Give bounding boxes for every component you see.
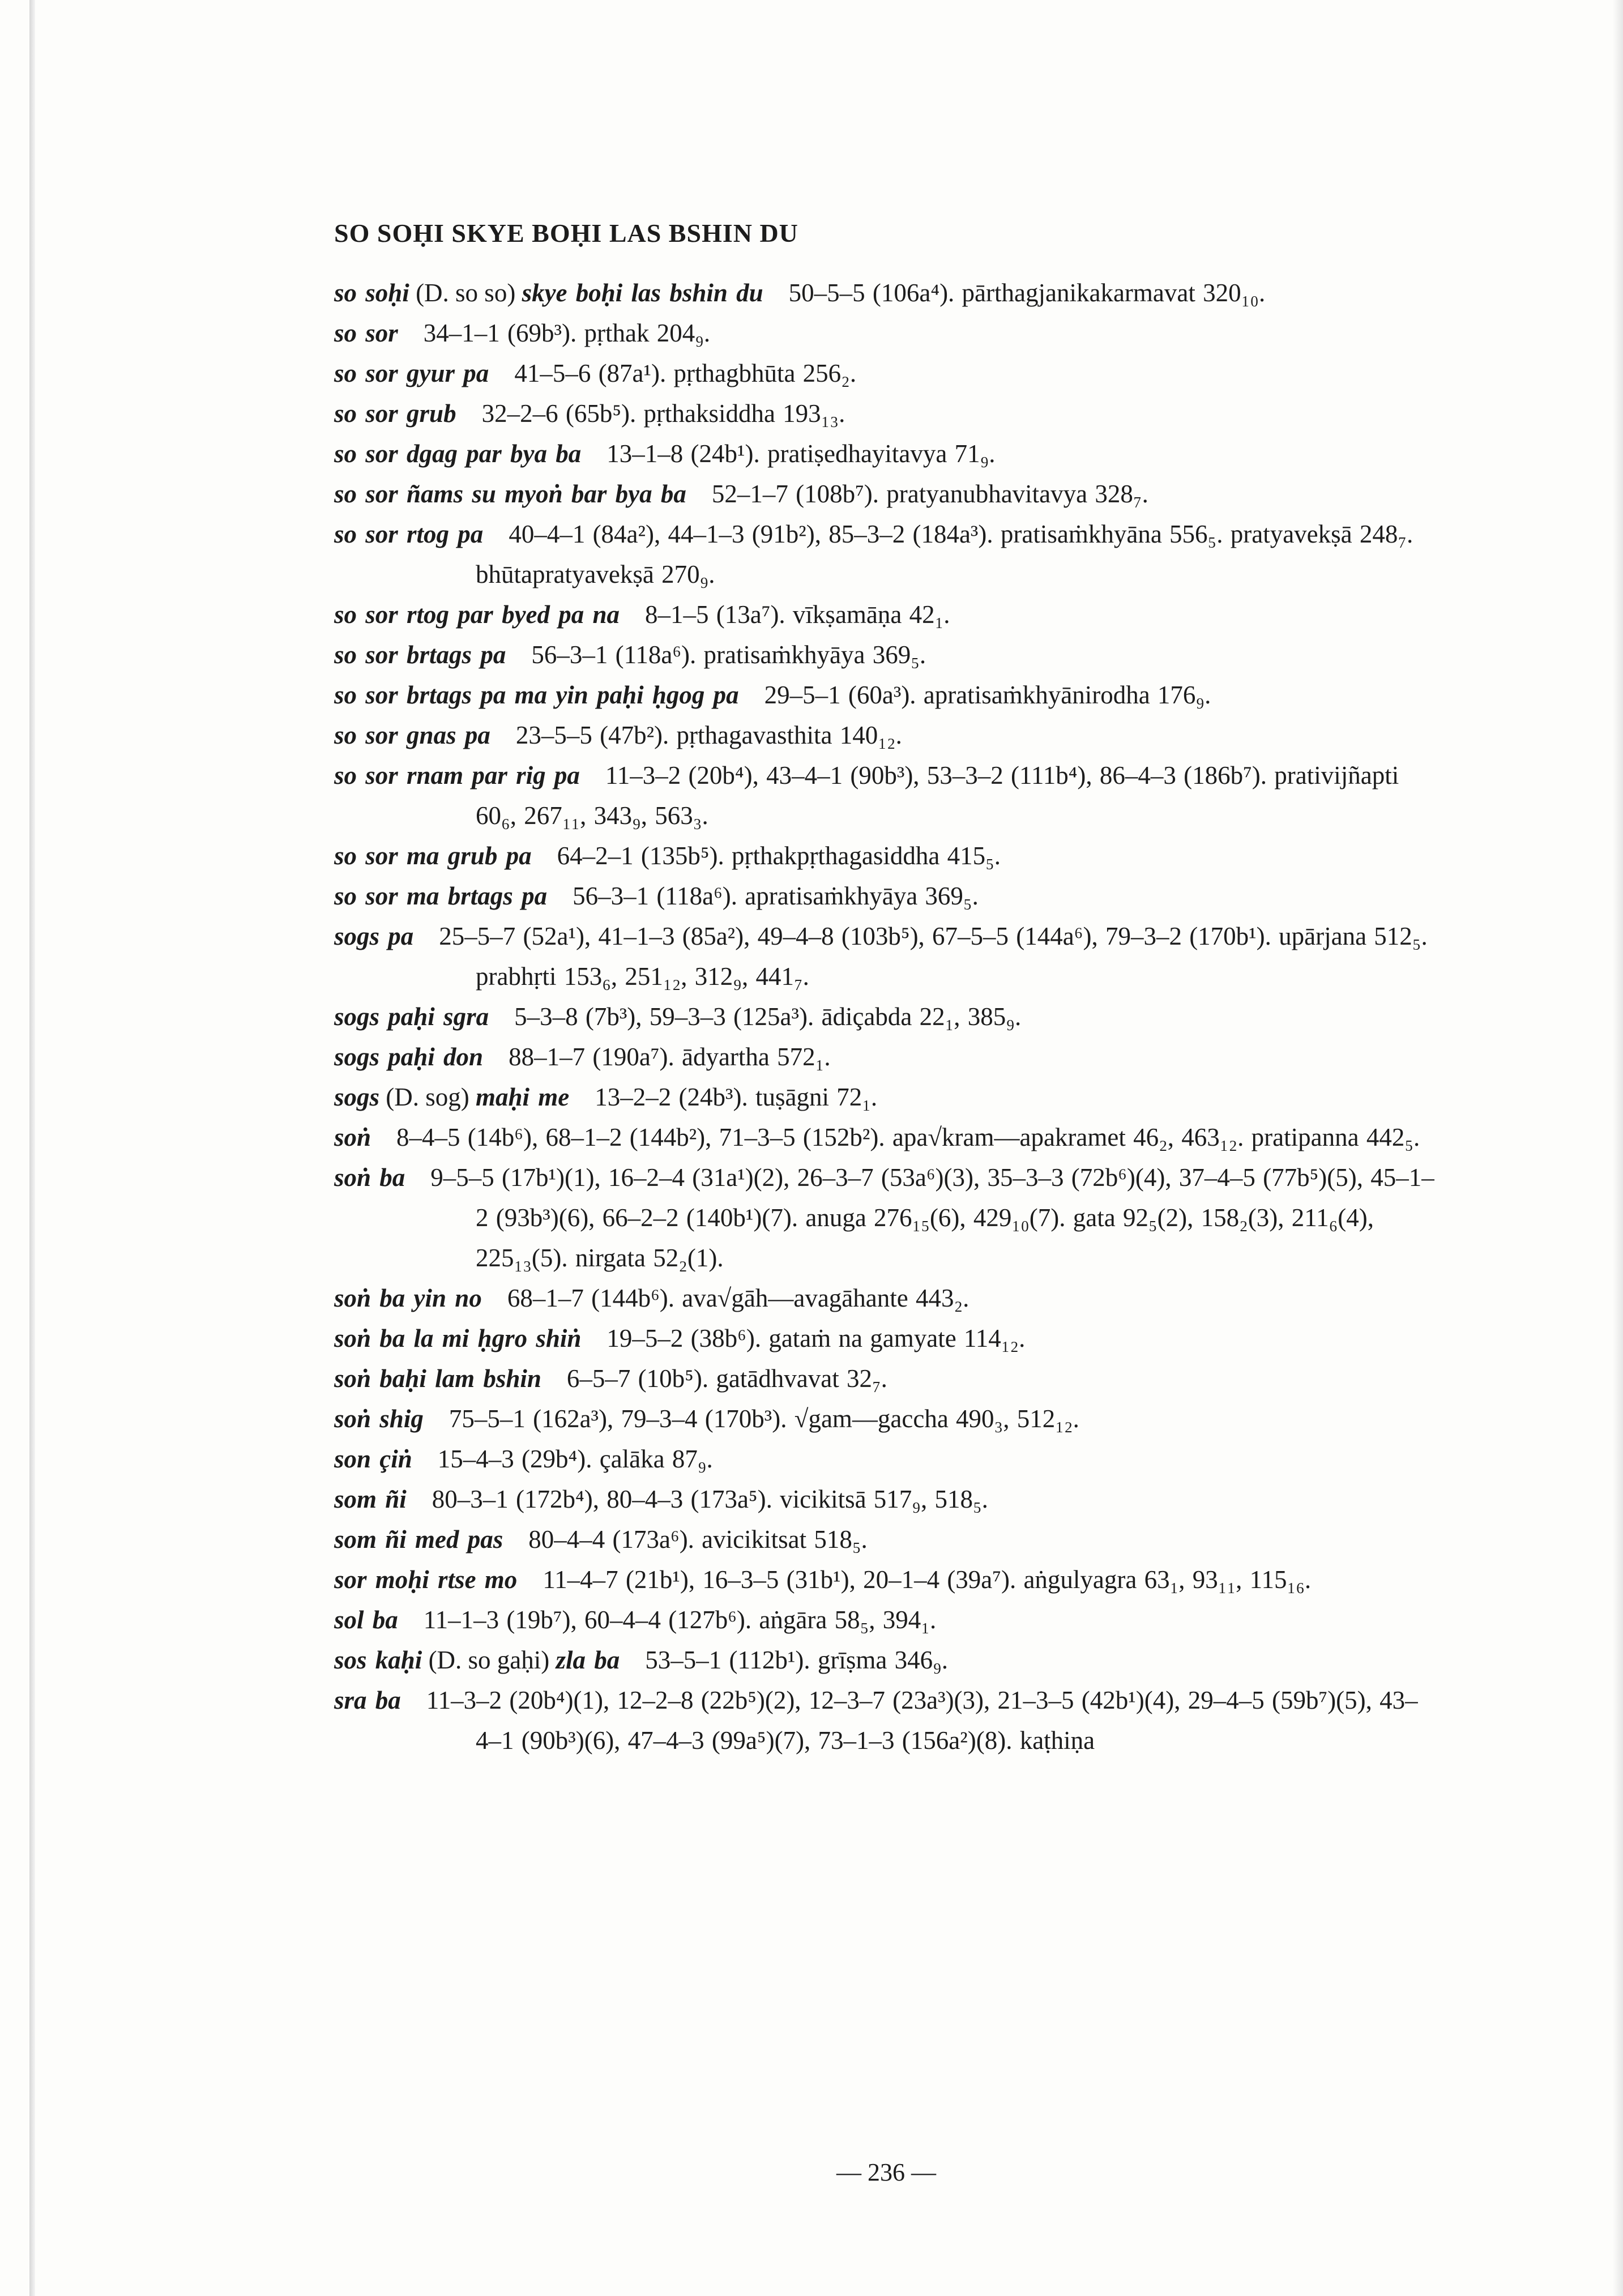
entry-headword: so sor rnam par rig pa: [334, 761, 580, 789]
entry-references: 34–1–1 (69b³). pṛthak 204₉.: [423, 319, 711, 347]
dictionary-entry: [334, 514, 1438, 595]
entry-headword: soṅ ba: [334, 1163, 405, 1192]
entry-references: 40–4–1 (84a²), 44–1–3 (91b²), 85–3–2 (184a³). pratisaṁkhyāna 556₅. pratyavekṣā 248₇. bhūtapratyavekṣā 270₉.: [476, 520, 1413, 588]
entry-headword: sra ba: [334, 1686, 401, 1714]
entry-headword: so sor grub: [334, 399, 456, 428]
dictionary-entry: [334, 675, 1438, 715]
entry-references: 8–1–5 (13a⁷). vīkṣamāṇa 42₁.: [645, 600, 950, 629]
dictionary-entry: [334, 434, 1438, 474]
running-head: SO SOḤI SKYE BOḤI LAS BSHIN DU: [334, 219, 798, 247]
entry-references: 23–5–5 (47b²). pṛthagavasthita 140₁₂.: [515, 721, 902, 749]
entry-references: 41–5–6 (87a¹). pṛthagbhūta 256₂.: [514, 359, 857, 387]
entry-references: 11–1–3 (19b⁷), 60–4–4 (127b⁶). aṅgāra 58₅, 394₁.: [423, 1606, 937, 1634]
dictionary-entry: [334, 1318, 1438, 1359]
entry-headword: so soḥi: [334, 279, 409, 307]
dictionary-entry: [334, 756, 1438, 836]
entry-headword: sol ba: [334, 1606, 398, 1634]
entry-references: 11–3–2 (20b⁴)(1), 12–2–8 (22b⁵)(2), 12–3–7 (23a³)(3), 21–3–5 (42b¹)(4), 29–4–5 (59b⁷)(5), 43–4–1 (90b³)(6), 47–4–3 (99a⁵)(7), 73–1–3 (156a²)(8). kaṭhiṇa: [426, 1686, 1418, 1755]
dictionary-page: [334, 215, 1438, 2186]
dictionary-entry: [334, 876, 1438, 916]
entry-references: 15–4–3 (29b⁴). çalāka 87₉.: [437, 1445, 713, 1473]
entry-references: 29–5–1 (60a³). apratisaṁkhyānirodha 176₉.: [764, 681, 1211, 709]
dictionary-entry: [334, 916, 1438, 997]
entry-headword: so sor: [334, 319, 398, 347]
entry-references: 50–5–5 (106a⁴). pārthagjanikakarmavat 320₁₀.: [788, 279, 1266, 307]
entry-headword: som ñi med pas: [334, 1525, 503, 1554]
entry-references: 9–5–5 (17b¹)(1), 16–2–4 (31a¹)(2), 26–3–7 (53a⁶)(3), 35–3–3 (72b⁶)(4), 37–4–5 (77b⁵)(5), 45–1–2 (93b³)(6), 66–2–2 (140b¹)(7). anuga 276₁₅(6), 429₁₀(7). gata 92₅(2), 158₂(3), 211₆(4), 225₁₃(5). nirgata 52₂(1).: [430, 1163, 1434, 1272]
dictionary-entry: [334, 1117, 1438, 1158]
entry-references: 68–1–7 (144b⁶). ava√gāh—avagāhante 443₂.: [507, 1284, 969, 1312]
entry-headword: so sor dgag par bya ba: [334, 439, 582, 468]
dictionary-entry: [334, 474, 1438, 514]
dictionary-entry: [334, 997, 1438, 1037]
entry-headword: so sor rtog pa: [334, 520, 484, 548]
dictionary-entry: [334, 1680, 1438, 1761]
entry-references: 80–3–1 (172b⁴), 80–4–3 (173a⁵). vicikitsā 517₉, 518₅.: [432, 1485, 988, 1513]
dictionary-entry: [334, 715, 1438, 756]
entry-list: [334, 273, 1438, 1761]
entry-references: 8–4–5 (14b⁶), 68–1–2 (144b²), 71–3–5 (152b²). apa√kram—apakramet 46₂, 463₁₂. pratipanna 442₅.: [396, 1123, 1420, 1151]
entry-headword: soṅ baḥi lam bshin: [334, 1364, 541, 1393]
dictionary-entry: [334, 635, 1438, 675]
entry-references: 19–5–2 (38b⁶). gataṁ na gamyate 114₁₂.: [607, 1324, 1026, 1352]
entry-references: 75–5–1 (162a³), 79–3–4 (170b³). √gam—gaccha 490₃, 512₁₂.: [449, 1405, 1079, 1433]
entry-references: 53–5–1 (112b¹). grīṣma 346₉.: [645, 1646, 949, 1674]
dictionary-entry: [334, 1077, 1438, 1117]
entry-headword: sor moḥi rtse mo: [334, 1565, 518, 1594]
entry-references: 13–1–8 (24b¹). pratiṣedhayitavya 71₉.: [607, 439, 996, 468]
entry-headword: soṅ ba yin no: [334, 1284, 482, 1312]
dictionary-entry: [334, 353, 1438, 394]
entry-references: 5–3–8 (7b³), 59–3–3 (125a³). ādiçabda 22₁, 385₉.: [514, 1002, 1022, 1031]
entry-headword: sogs: [334, 1083, 380, 1111]
entry-headword: so sor brtags pa ma yin paḥi ḥgog pa: [334, 681, 739, 709]
entry-references: 11–3–2 (20b⁴), 43–4–1 (90b³), 53–3–2 (111b⁴), 86–4–3 (186b⁷). prativijñapti 60₆, 267₁₁, 343₉, 563₃.: [476, 761, 1399, 830]
dictionary-entry: [334, 1158, 1438, 1278]
entry-headword: so sor gnas pa: [334, 721, 490, 749]
dictionary-entry: [334, 1600, 1438, 1640]
entry-headword: sos kaḥi: [334, 1646, 422, 1674]
entry-references: 64–2–1 (135b⁵). pṛthakpṛthagasiddha 415₅.: [557, 842, 1001, 870]
entry-references: 80–4–4 (173a⁶). avicikitsat 518₅.: [528, 1525, 868, 1554]
entry-headword: sogs pa: [334, 922, 414, 950]
dictionary-entry: [334, 273, 1438, 313]
entry-headword: sogs paḥi sgra: [334, 1002, 489, 1031]
entry-references: 56–3–1 (118a⁶). apratisaṁkhyāya 369₅.: [573, 882, 979, 910]
entry-headword: soṅ shig: [334, 1405, 424, 1433]
dictionary-entry: [334, 1560, 1438, 1600]
dictionary-entry: [334, 1037, 1438, 1077]
entry-headword: soṅ: [334, 1123, 371, 1151]
entry-dialect-note: (D. so so): [416, 279, 516, 307]
entry-headword: soṅ ba la mi ḥgro shiṅ: [334, 1324, 582, 1352]
dictionary-entry: [334, 836, 1438, 876]
entry-references: 25–5–7 (52a¹), 41–1–3 (85a²), 49–4–8 (103b⁵), 67–5–5 (144a⁶), 79–3–2 (170b¹). upārjana 512₅. prabhṛti 153₆, 251₁₂, 312₉, 441₇.: [439, 922, 1428, 991]
entry-headword: so sor gyur pa: [334, 359, 489, 387]
entry-headword: som ñi: [334, 1485, 407, 1513]
entry-references: 32–2–6 (65b⁵). pṛthaksiddha 193₁₃.: [481, 399, 845, 428]
dictionary-entry: [334, 1439, 1438, 1479]
entry-references: 13–2–2 (24b³). tuṣāgni 72₁.: [595, 1083, 878, 1111]
dictionary-entry: [334, 313, 1438, 353]
dictionary-entry: [334, 1479, 1438, 1520]
page-number: — 236 —: [836, 2158, 936, 2186]
entry-headword: so sor ma grub pa: [334, 842, 532, 870]
scan-binding-edge: [29, 0, 35, 2296]
entry-headword: so sor ma brtags pa: [334, 882, 548, 910]
entry-references: 6–5–7 (10b⁵). gatādhvavat 32₇.: [566, 1364, 887, 1393]
dictionary-entry: [334, 1640, 1438, 1680]
entry-references: 52–1–7 (108b⁷). pratyanubhavitavya 328₇.: [711, 480, 1148, 508]
dictionary-entry: [334, 595, 1438, 635]
entry-headword: so sor brtags pa: [334, 641, 506, 669]
dictionary-entry: [334, 394, 1438, 434]
dictionary-entry: [334, 1399, 1438, 1439]
dictionary-entry: [334, 1359, 1438, 1399]
entry-dialect-note: (D. so gaḥi): [428, 1646, 550, 1674]
entry-headword: son çiṅ: [334, 1445, 412, 1473]
entry-headword: so sor rtog par byed pa na: [334, 600, 620, 629]
entry-headword-continued: zla ba: [556, 1646, 620, 1674]
entry-references: 88–1–7 (190a⁷). ādyartha 572₁.: [509, 1043, 831, 1071]
dictionary-entry: [334, 1278, 1438, 1318]
entry-headword-continued: skye boḥi las bshin du: [522, 279, 763, 307]
entry-dialect-note: (D. sog): [386, 1083, 469, 1111]
dictionary-entry: [334, 1520, 1438, 1560]
entry-headword-continued: maḥi me: [476, 1083, 570, 1111]
entry-references: 56–3–1 (118a⁶). pratisaṁkhyāya 369₅.: [531, 641, 926, 669]
entry-headword: sogs paḥi don: [334, 1043, 484, 1071]
entry-references: 11–4–7 (21b¹), 16–3–5 (31b¹), 20–1–4 (39a⁷). aṅgulyagra 63₁, 93₁₁, 115₁₆.: [543, 1565, 1312, 1594]
scan-page-edge: [1613, 0, 1623, 2296]
entry-headword: so sor ñams su myoṅ bar bya ba: [334, 480, 686, 508]
